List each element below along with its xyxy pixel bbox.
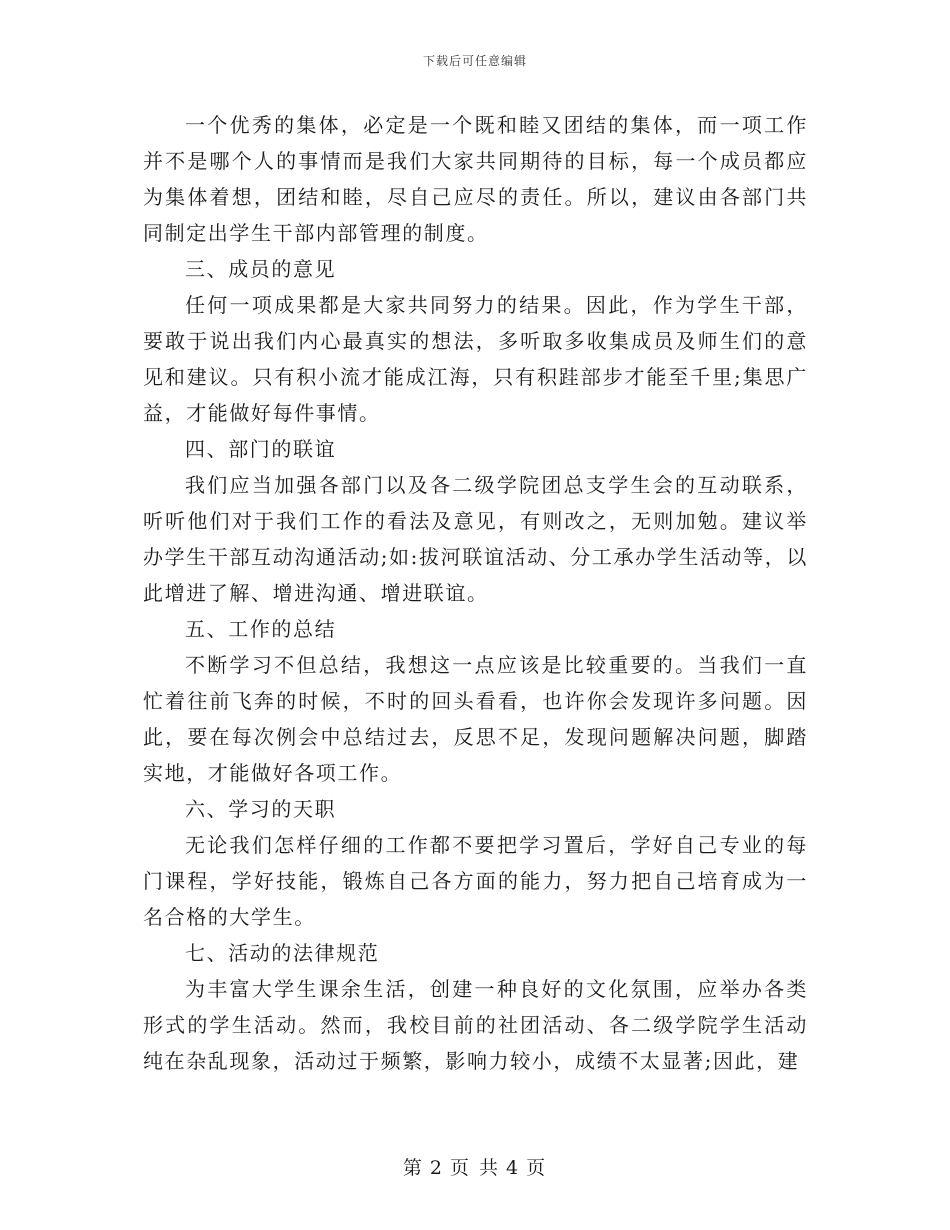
- section-heading-study-duty: 六、学习的天职: [185, 797, 337, 821]
- total-page-number: 4: [506, 1157, 521, 1179]
- document-body: [143, 107, 808, 1079]
- page-footer: [0, 1153, 950, 1180]
- current-page-number: 2: [429, 1157, 444, 1179]
- paragraph-department-liaison: 我们应当加强各部门以及各二级学院团总支学生会的互动联系，听听他们对于我们工作的看法及意见，有则改之，无则加勉。建议举办学生干部互动沟通活动;如:拔河联谊活动、分工承办学生活动等，以此增进了解、增进沟通、增进联谊。: [143, 473, 808, 605]
- paragraph-collective: 一个优秀的集体，必定是一个既和睦又团结的集体，而一项工作并不是哪个人的事情而是我们大家共同期待的目标，每一个成员都应为集体着想，团结和睦，尽自己应尽的责任。所以，建议由各部门共同制定出学生干部内部管理的制度。: [143, 113, 808, 245]
- paragraph-member-opinions: 任何一项成果都是大家共同努力的结果。因此，作为学生干部，要敢于说出我们内心最真实的想法，多听取多收集成员及师生们的意见和建议。只有积小流才能成江海，只有积跬部步才能至千里;集思广益，才能做好每件事情。: [143, 293, 808, 425]
- page-label-prefix: 第: [402, 1157, 424, 1179]
- section-heading-department-liaison: 四、部门的联谊: [185, 437, 337, 461]
- page-label-suffix: 页: [526, 1157, 548, 1179]
- section-heading-work-summary: 五、工作的总结: [185, 617, 337, 641]
- paragraph-study-duty: 无论我们怎样仔细的工作都不要把学习置后，学好自己专业的每门课程，学好技能，锻炼自己各方面的能力，努力把自己培育成为一名合格的大学生。: [143, 833, 808, 929]
- section-heading-activity-rules: 七、活动的法律规范: [185, 941, 380, 965]
- paragraph-activity-rules: 为丰富大学生课余生活，创建一种良好的文化氛围，应举办各类形式的学生活动。然而，我校目前的社团活动、各二级学院学生活动纯在杂乱现象，活动过于频繁，影响力较小，成绩不太显著;因此，建: [143, 977, 808, 1073]
- paragraph-work-summary: 不断学习不但总结，我想这一点应该是比较重要的。当我们一直忙着往前飞奔的时候，不时的回头看看，也许你会发现许多问题。因此，要在每次例会中总结过去，反思不足，发现问题解决问题，脚踏实地，才能做好各项工作。: [143, 653, 808, 785]
- page-header: 下载后可任意编辑: [422, 54, 527, 68]
- page-label-mid: 页 共: [449, 1157, 501, 1179]
- section-heading-member-opinions: 三、成员的意见: [185, 257, 337, 281]
